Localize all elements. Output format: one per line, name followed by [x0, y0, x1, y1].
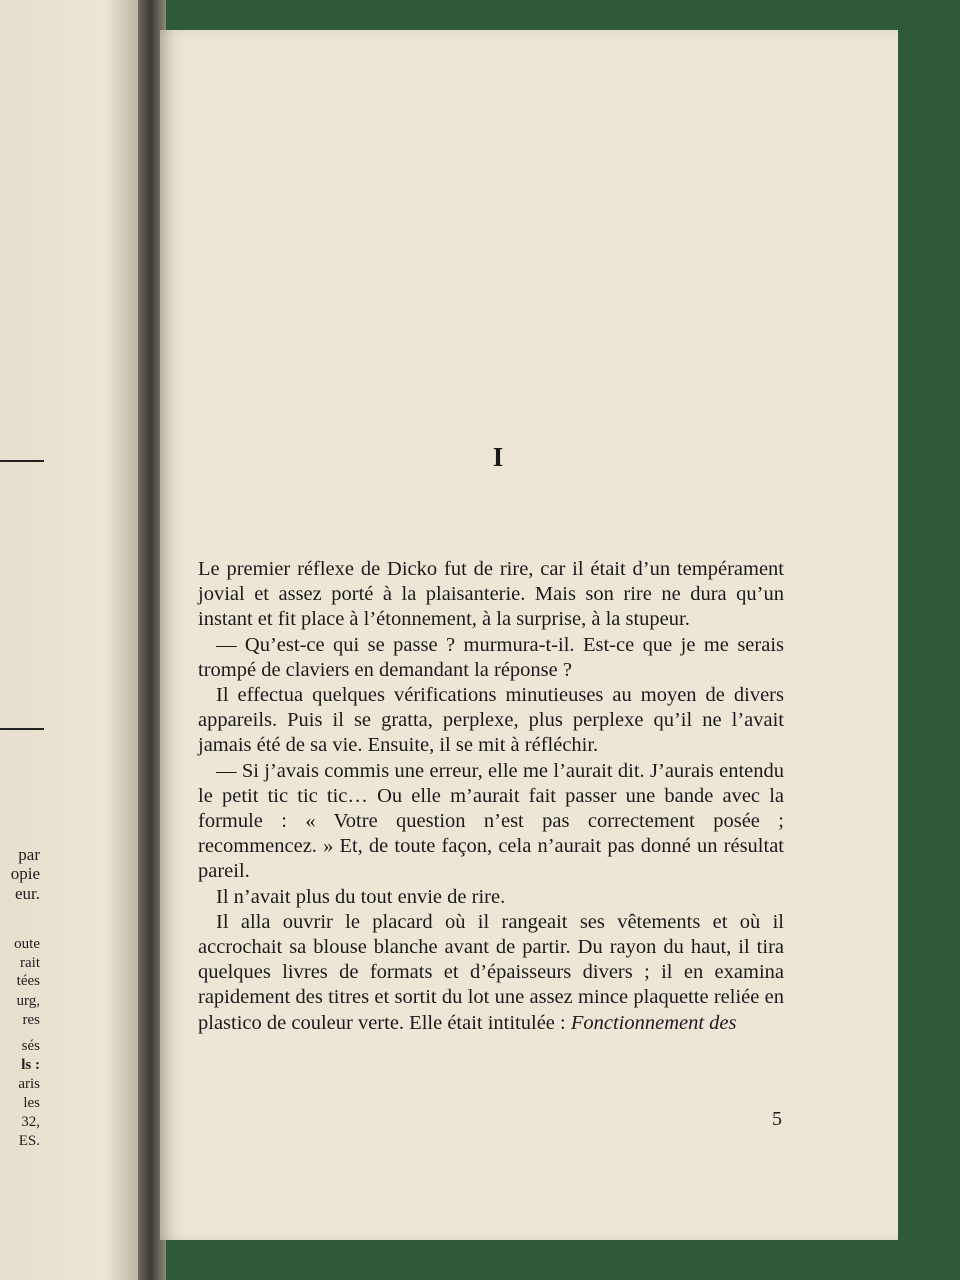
left-page-rule	[0, 460, 44, 462]
left-page	[0, 0, 150, 1280]
left-page-fragment: sés	[21, 1038, 40, 1054]
right-page	[160, 30, 898, 1240]
paragraph: — Si j’avais commis une erreur, elle me l’aurait dit. J’aurais entendu le petit tic tic tic… Ou elle m’aurait fait passer une bande avec la formule : « Votre question n’est pas correctement posée ; recommencez. » Et, de toute façon, cela n’aurait pas donné un résultat pareil.	[198, 759, 784, 883]
paragraph: Il effectua quelques vérifications minutieuses au moyen de divers appareils. Puis il se gratta, perplexe, plus perplexe qu’il ne l’avait jamais été de sa vie. Ensuite, il se mit à réfléchir.	[198, 684, 784, 757]
left-page-fragment: ls :	[21, 1057, 40, 1073]
left-page-fragment: ES.	[18, 1133, 40, 1149]
page-number: 5	[772, 1108, 782, 1130]
paragraph-with-italic	[198, 910, 784, 1036]
left-page-fragment: res	[22, 1012, 40, 1028]
chapter-heading: I	[492, 442, 504, 472]
italic-title: Fonctionnement des	[570, 1011, 737, 1034]
left-page-fragment: par	[18, 845, 40, 864]
body-text	[198, 557, 784, 1036]
left-page-fragment: rait	[20, 955, 40, 971]
left-page-fragment: opie	[10, 864, 40, 883]
paragraph: — Qu’est-ce qui se passe ? murmura-t-il. Est-ce que je me serais trompé de claviers en demandant la réponse ?	[198, 633, 784, 681]
left-page-fragment: les	[23, 1095, 40, 1111]
paragraph: Il n’avait plus du tout envie de rire.	[216, 885, 506, 908]
left-page-fragment: aris	[18, 1076, 40, 1092]
paragraph-text: Il alla ouvrir le placard où il rangeait ses vêtements et où il accrochait sa blouse blanche avant de partir. Du rayon du haut, il tira quelques livres de formats et d’épaisseurs divers ; il en examina rapidement des titres et sortit du lot une assez mince plaquette reliée en plastico de couleur verte. Elle était intitulée :	[198, 910, 784, 1034]
left-page-fragment: urg,	[16, 993, 40, 1009]
left-page-fragment: oute	[14, 936, 40, 952]
left-page-rule	[0, 728, 44, 730]
left-page-fragment: eur.	[14, 884, 40, 903]
left-page-fragment: 32,	[21, 1114, 40, 1130]
paragraph: Le premier réflexe de Dicko fut de rire, car il était d’un tempérament jovial et assez porté à la plaisanterie. Mais son rire ne dura qu’un instant et fit place à l’étonnement, à la surprise, à la stupeur.	[198, 558, 784, 631]
left-page-fragment: tées	[16, 973, 40, 989]
